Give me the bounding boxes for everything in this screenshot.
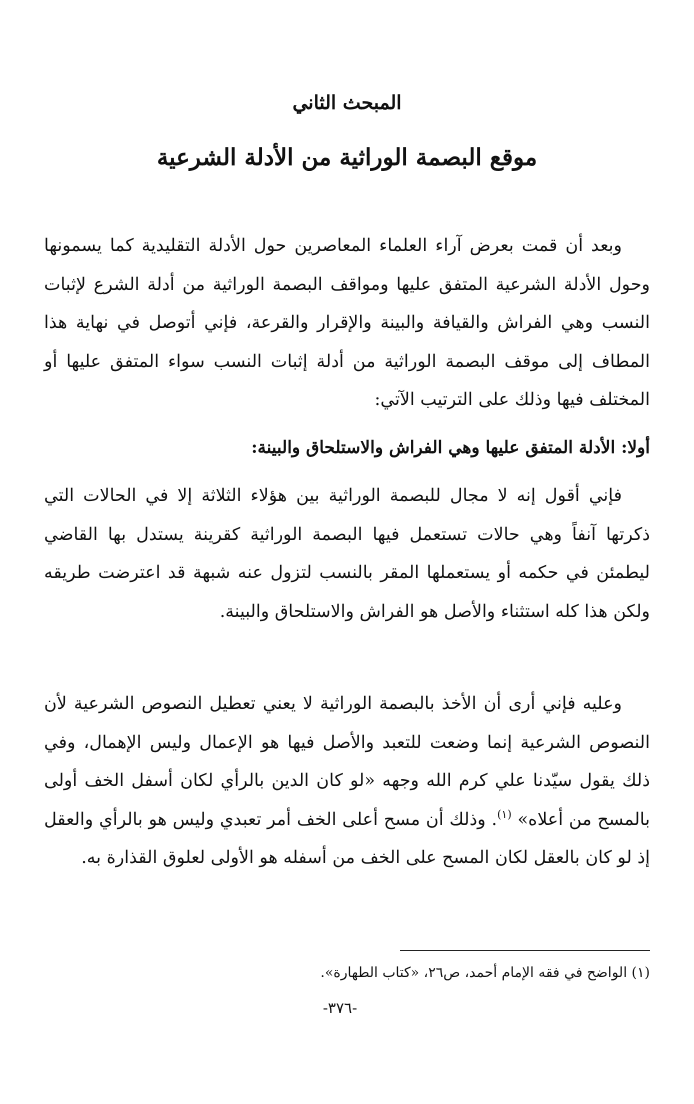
- chapter-title: موقع البصمة الوراثية من الأدلة الشرعية: [156, 144, 538, 171]
- paragraph-conclusion-part-2: . وذلك أن مسح أعلى الخف أمر تعبدي وليس هو بالرأي والعقل إذ لو كان بالعقل لكان المسح على الخف من أسفله هو الأولى لعلوق القذارة به.: [44, 809, 650, 868]
- section-heading: أولا: الأدلة المتفق عليها وهي الفراش والاستلحاق والبينة:: [251, 438, 650, 458]
- paragraph-conclusion-part-1: وعليه فإني أرى أن الأخذ بالبصمة الوراثية لا يعني تعطيل النصوص الشرعية لأن النصوص الشرعية إنما وضعت للتعبد والأصل فيها هو الإعمال وليس الإهمال، وفي ذلك يقول سيّدنا علي كرم الله وجهه «لو كان الدين بالرأي لكان أسفل الخف أولى بالمسح من أعلاه»: [44, 694, 650, 830]
- footnote-reference[interactable]: (١): [497, 807, 512, 821]
- page-number: -٣٧٦-: [322, 999, 358, 1017]
- paragraph-agreed-evidence: فإني أقول إنه لا مجال للبصمة الوراثية بين هؤلاء الثلاثة إلا في الحالات التي ذكرتها آنفاً وهي حالات تستعمل فيها البصمة الوراثية كقرينة يستدل بها القاضي ليطمئن في حكمه أو يستعملها المقر بالنسب لتزول عنه شبهة قد اعترضت طريقه ولكن هذا كله استثناء والأصل هو الفراش والاستلحاق والبينة.: [44, 486, 650, 622]
- paragraph-conclusion: [44, 685, 650, 878]
- footnote-text: (١) الواضح في فقه الإمام أحمد، ص٢٦، «كتاب الطهارة».: [320, 965, 650, 981]
- paragraph-intro: وبعد أن قمت بعرض آراء العلماء المعاصرين حول الأدلة التقليدية كما يسمونها وحول الأدلة الشرعية المتفق عليها ومواقف البصمة الوراثية من أدلة الشرع لإثبات النسب وهي الفراش والقيافة والبينة والإقرار والقرعة، فإني أتوصل في نهاية هذا المطاف إلى موقف البصمة الوراثية من أدلة إثبات النسب سواء المتفق عليها أو المختلف فيها وذلك على الترتيب الآتي:: [44, 236, 650, 410]
- footnote-divider: [400, 950, 650, 951]
- chapter-label: المبحث الثاني: [292, 92, 402, 114]
